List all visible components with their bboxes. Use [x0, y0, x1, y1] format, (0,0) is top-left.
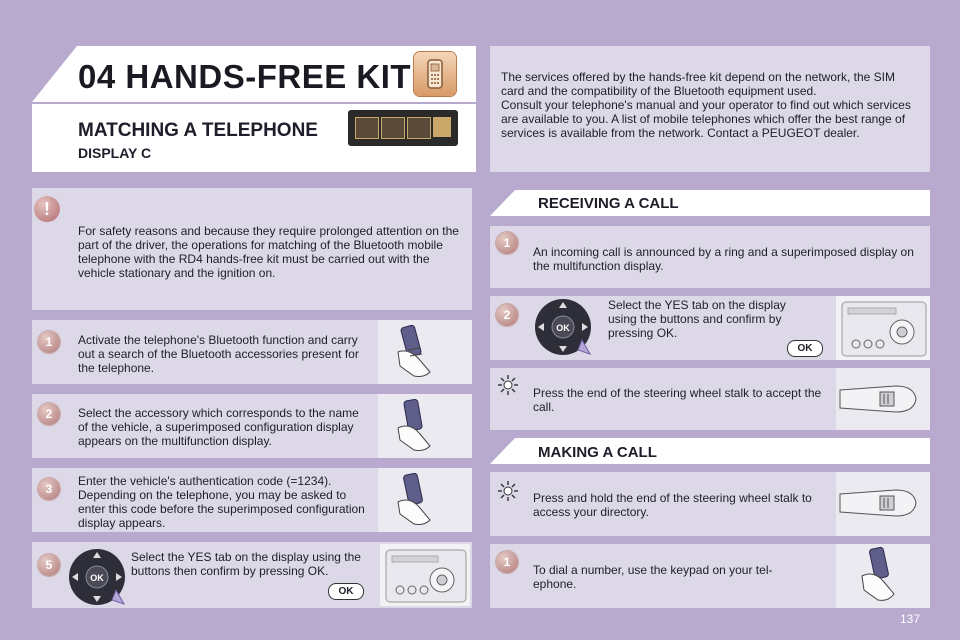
- step-text: Enter the vehicle's authentication code (=1234). Depending on the telephone, you may be asked to enter this code before the superimposed configuration display appears.: [78, 474, 365, 530]
- step-text: Press and hold the end of the steering wheel stalk to access your directory.: [533, 491, 812, 519]
- step-number-badge: 5: [38, 554, 60, 576]
- radio-unit-icon: [836, 296, 930, 360]
- section-subtitle: MATCHING A TELEPHONE: [78, 120, 318, 141]
- step-text: Select the accessory which corresponds to the name of the vehicle, a superimposed configuration display appears on the multifunction display.: [78, 406, 359, 448]
- step-number-badge: 1: [496, 551, 518, 573]
- warning-icon: !: [34, 196, 60, 222]
- warning-text: For safety reasons and because they require prolonged attention on the part of the driver, the operations for matching of the Bluetooth mobile telephone with the RD4 hands-free kit must be carried out with the vehicle stationary and the ignition on.: [78, 224, 459, 280]
- steering-stalk-image: [836, 368, 930, 430]
- hand-holding-phone-icon: [836, 544, 930, 608]
- steering-stalk-icon: [836, 472, 930, 536]
- making-title: MAKING A CALL: [538, 444, 657, 461]
- hand-phone-image: [378, 394, 472, 458]
- step-number-badge: 2: [496, 304, 518, 326]
- telephone-icon: [414, 52, 456, 96]
- step-number-badge: 3: [38, 478, 60, 500]
- joystick-ok-label: OK: [556, 323, 570, 333]
- step-text: To dial a number, use the keypad on your tel-ephone.: [533, 563, 773, 591]
- step-text: Press the end of the steering wheel stalk to accept the call.: [533, 386, 822, 414]
- page-title: 04 HANDS-FREE KIT: [78, 58, 412, 95]
- step-text: Activate the telephone's Bluetooth function and carry out a search of the Bluetooth accessories present for the telephone.: [78, 333, 359, 375]
- step-text: Select the YES tab on the display using the buttons then confirm by pressing OK.: [131, 550, 361, 578]
- page-number: 137: [899, 612, 920, 626]
- steering-stalk-icon: [836, 368, 930, 430]
- step-number-badge: 2: [38, 403, 60, 425]
- hand-holding-phone-icon: [378, 320, 472, 384]
- step-text: An incoming call is announced by a ring and a superimposed display on the multifunction display.: [533, 245, 914, 273]
- hand-holding-phone-icon: [378, 468, 472, 532]
- radio-unit-image: [836, 296, 930, 360]
- step-text: Select the YES tab on the display using the buttons and confirm by pressing OK.: [608, 298, 786, 340]
- hand-phone-image: [378, 320, 472, 384]
- receiving-title: RECEIVING A CALL: [538, 195, 679, 212]
- hand-phone-image: [378, 468, 472, 532]
- sun-bullet-icon: [497, 374, 519, 396]
- joystick-image: [64, 546, 130, 608]
- sun-bullet-icon: [497, 480, 519, 502]
- ok-button-image: OK: [787, 340, 823, 357]
- hand-holding-phone-icon: [378, 394, 472, 458]
- intro-text: The services offered by the hands-free kit depend on the network, the SIM card and the compatibility of the Bluetooth equipment used. Consult your telephone's manual and your operator to find out which services are available to you. A list of mobile telephones which offer the best range of services is available from the network. Contact a PEUGEOT dealer.: [501, 70, 911, 140]
- display-screen-image: [348, 110, 458, 146]
- joystick-image: [530, 296, 596, 358]
- radio-unit-image: [380, 544, 470, 606]
- steering-stalk-image: [836, 472, 930, 536]
- joystick-ok-label: OK: [90, 573, 104, 583]
- step-number-badge: 1: [496, 232, 518, 254]
- display-label: DISPLAY C: [78, 145, 152, 161]
- joystick-ok-icon: [64, 546, 130, 608]
- radio-unit-icon: [380, 544, 470, 606]
- ok-button-image: OK: [328, 583, 364, 600]
- joystick-ok-icon: [530, 296, 596, 358]
- hand-phone-image: [836, 544, 930, 608]
- step-number-badge: 1: [38, 331, 60, 353]
